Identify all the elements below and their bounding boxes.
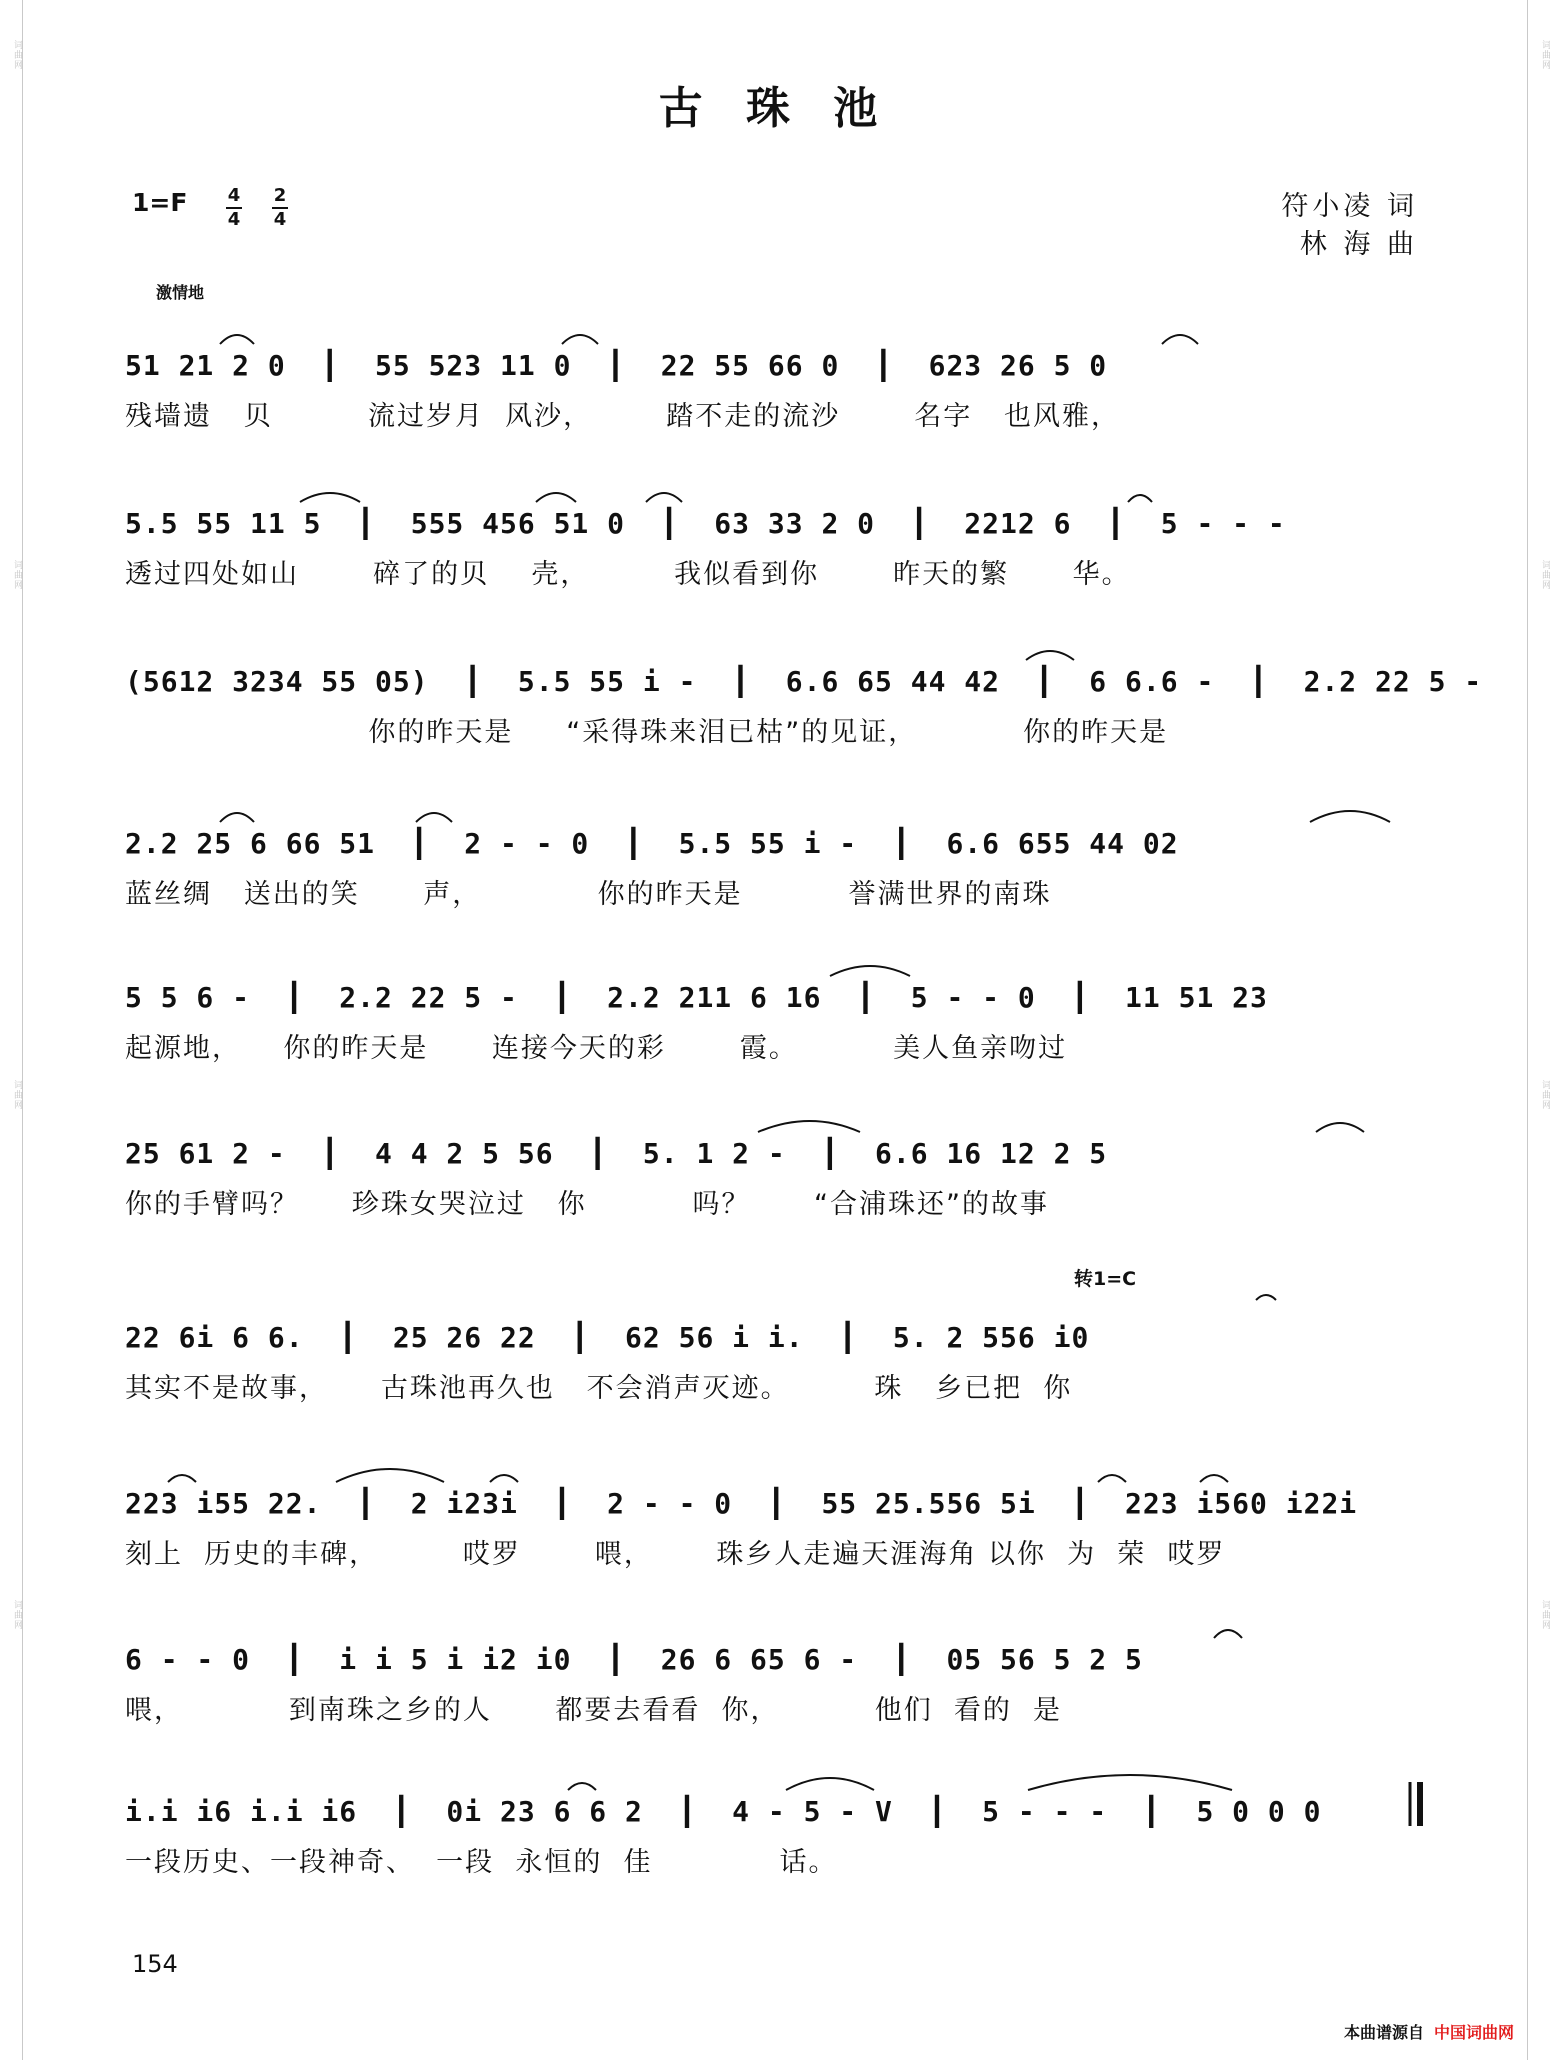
notation-line: 51 21 2 0 ┃ 55 523 11 0 ┃ 22 55 66 0 ┃ 623 26 5 0 — [125, 349, 1108, 382]
source-note-text: 本曲谱源自 — [1343, 2023, 1424, 2042]
time-signature-bottom: 4 — [273, 209, 287, 230]
lyrics-line: 蓝丝绸 送出的笑 声， 你的昨天是 誉满世界的南珠 — [125, 879, 1052, 910]
time-signature-2-4 — [272, 186, 288, 230]
lyrics-line: 刻上 历史的丰碑， 哎罗 喂， 珠乡人走遍天涯海角 以你 为 荣 哎罗 — [125, 1539, 1226, 1570]
left-watermark-strip — [0, 0, 23, 2060]
notation-line: i.i i6 i.i i6 ┃ 0i 23 6 6 2 ┃ 4 - 5 - V ┃ 5 - - - ┃ 5 0 0 0 — [125, 1795, 1322, 1828]
lyrics-line: 你的昨天是 “采得珠来泪已枯”的见证， 你的昨天是 — [125, 717, 1169, 748]
lyrics-line: 其实不是故事， 古珠池再久也 不会消声灭迹。 珠 乡已把 你 — [125, 1373, 1073, 1404]
time-signature-top: 4 — [227, 185, 241, 206]
lyrics-line: 残墙遗 贝 流过岁月 风沙， 踏不走的流沙 名字 也风雅， — [125, 401, 1121, 432]
right-watermark-strip — [1527, 0, 1550, 2060]
lyrics-line: 起源地， 你的昨天是 连接今天的彩 霞。 美人鱼亲吻过 — [125, 1033, 1068, 1064]
source-brand-link[interactable]: 中国词曲网 — [1433, 2023, 1514, 2042]
watermark-left-1: 词曲网 — [12, 40, 22, 70]
page-number: 154 — [132, 1950, 178, 1978]
composer-credit: 林 海 曲 — [1299, 229, 1418, 260]
notation-line: 223 i55 22. ┃ 2 i23i ┃ 2 - - 0 ┃ 55 25.556 5i ┃ 223 i560 i22i — [125, 1487, 1358, 1520]
notation-line: 5.5 55 11 5 ┃ 555 456 51 0 ┃ 63 33 2 0 ┃ 2212 6 ┃ 5 - - - — [125, 507, 1286, 540]
time-signature-bottom: 4 — [227, 209, 241, 230]
notation-line: (5612 3234 55 05) ┃ 5.5 55 i - ┃ 6.6 65 44 42 ┃ 6 6.6 - ┃ 2.2 22 5 - — [125, 665, 1483, 698]
watermark-right-1: 词曲网 — [1540, 40, 1550, 70]
watermark-left-4: 词曲网 — [12, 1600, 22, 1630]
key-change-marking: 转1=C — [1074, 1268, 1137, 1290]
watermark-right-3: 词曲网 — [1540, 1080, 1550, 1110]
watermark-right-2: 词曲网 — [1540, 560, 1550, 590]
notation-line: 25 61 2 - ┃ 4 4 2 5 56 ┃ 5. 1 2 - ┃ 6.6 16 12 2 5 — [125, 1137, 1108, 1170]
notation-line: 2.2 25 6 66 51 ┃ 2 - - 0 ┃ 5.5 55 i - ┃ 6.6 655 44 02 — [125, 827, 1179, 860]
time-signature-top: 2 — [273, 185, 287, 206]
watermark-right-4: 词曲网 — [1540, 1600, 1550, 1630]
source-credit — [1344, 2020, 1514, 2043]
notation-line: 6 - - 0 ┃ i i 5 i i2 i0 ┃ 26 6 65 6 - ┃ 05 56 5 2 5 — [125, 1643, 1143, 1676]
lyrics-line: 你的手臂吗？ 珍珠女哭泣过 你 吗？ “合浦珠还”的故事 — [125, 1189, 1049, 1220]
key-signature: 1=F — [132, 188, 188, 217]
slur-arc — [1256, 1295, 1276, 1300]
tempo-marking: 激情地 — [156, 283, 205, 302]
notation-line: 22 6i 6 6. ┃ 25 26 22 ┃ 62 56 i i. ┃ 5. 2 556 i0 — [125, 1321, 1090, 1354]
lyrics-line: 透过四处如山 碎了的贝 壳， 我似看到你 昨天的繁 华。 — [125, 559, 1131, 590]
lyrics-line: 喂， 到南珠之乡的人 都要去看看 你， 他们 看的 是 — [125, 1695, 1063, 1726]
watermark-left-3: 词曲网 — [12, 1080, 22, 1110]
song-title: 古 珠 池 — [658, 83, 892, 134]
watermark-left-2: 词曲网 — [12, 560, 22, 590]
notation-line: 5 5 6 - ┃ 2.2 22 5 - ┃ 2.2 211 6 16 ┃ 5 - - 0 ┃ 11 51 23 — [125, 981, 1268, 1014]
time-signature-4-4 — [226, 186, 242, 230]
lyricist-credit: 符小凌 词 — [1281, 191, 1418, 222]
lyrics-line: 一段历史、一段神奇、 一段 永恒的 佳 话。 — [125, 1847, 838, 1878]
